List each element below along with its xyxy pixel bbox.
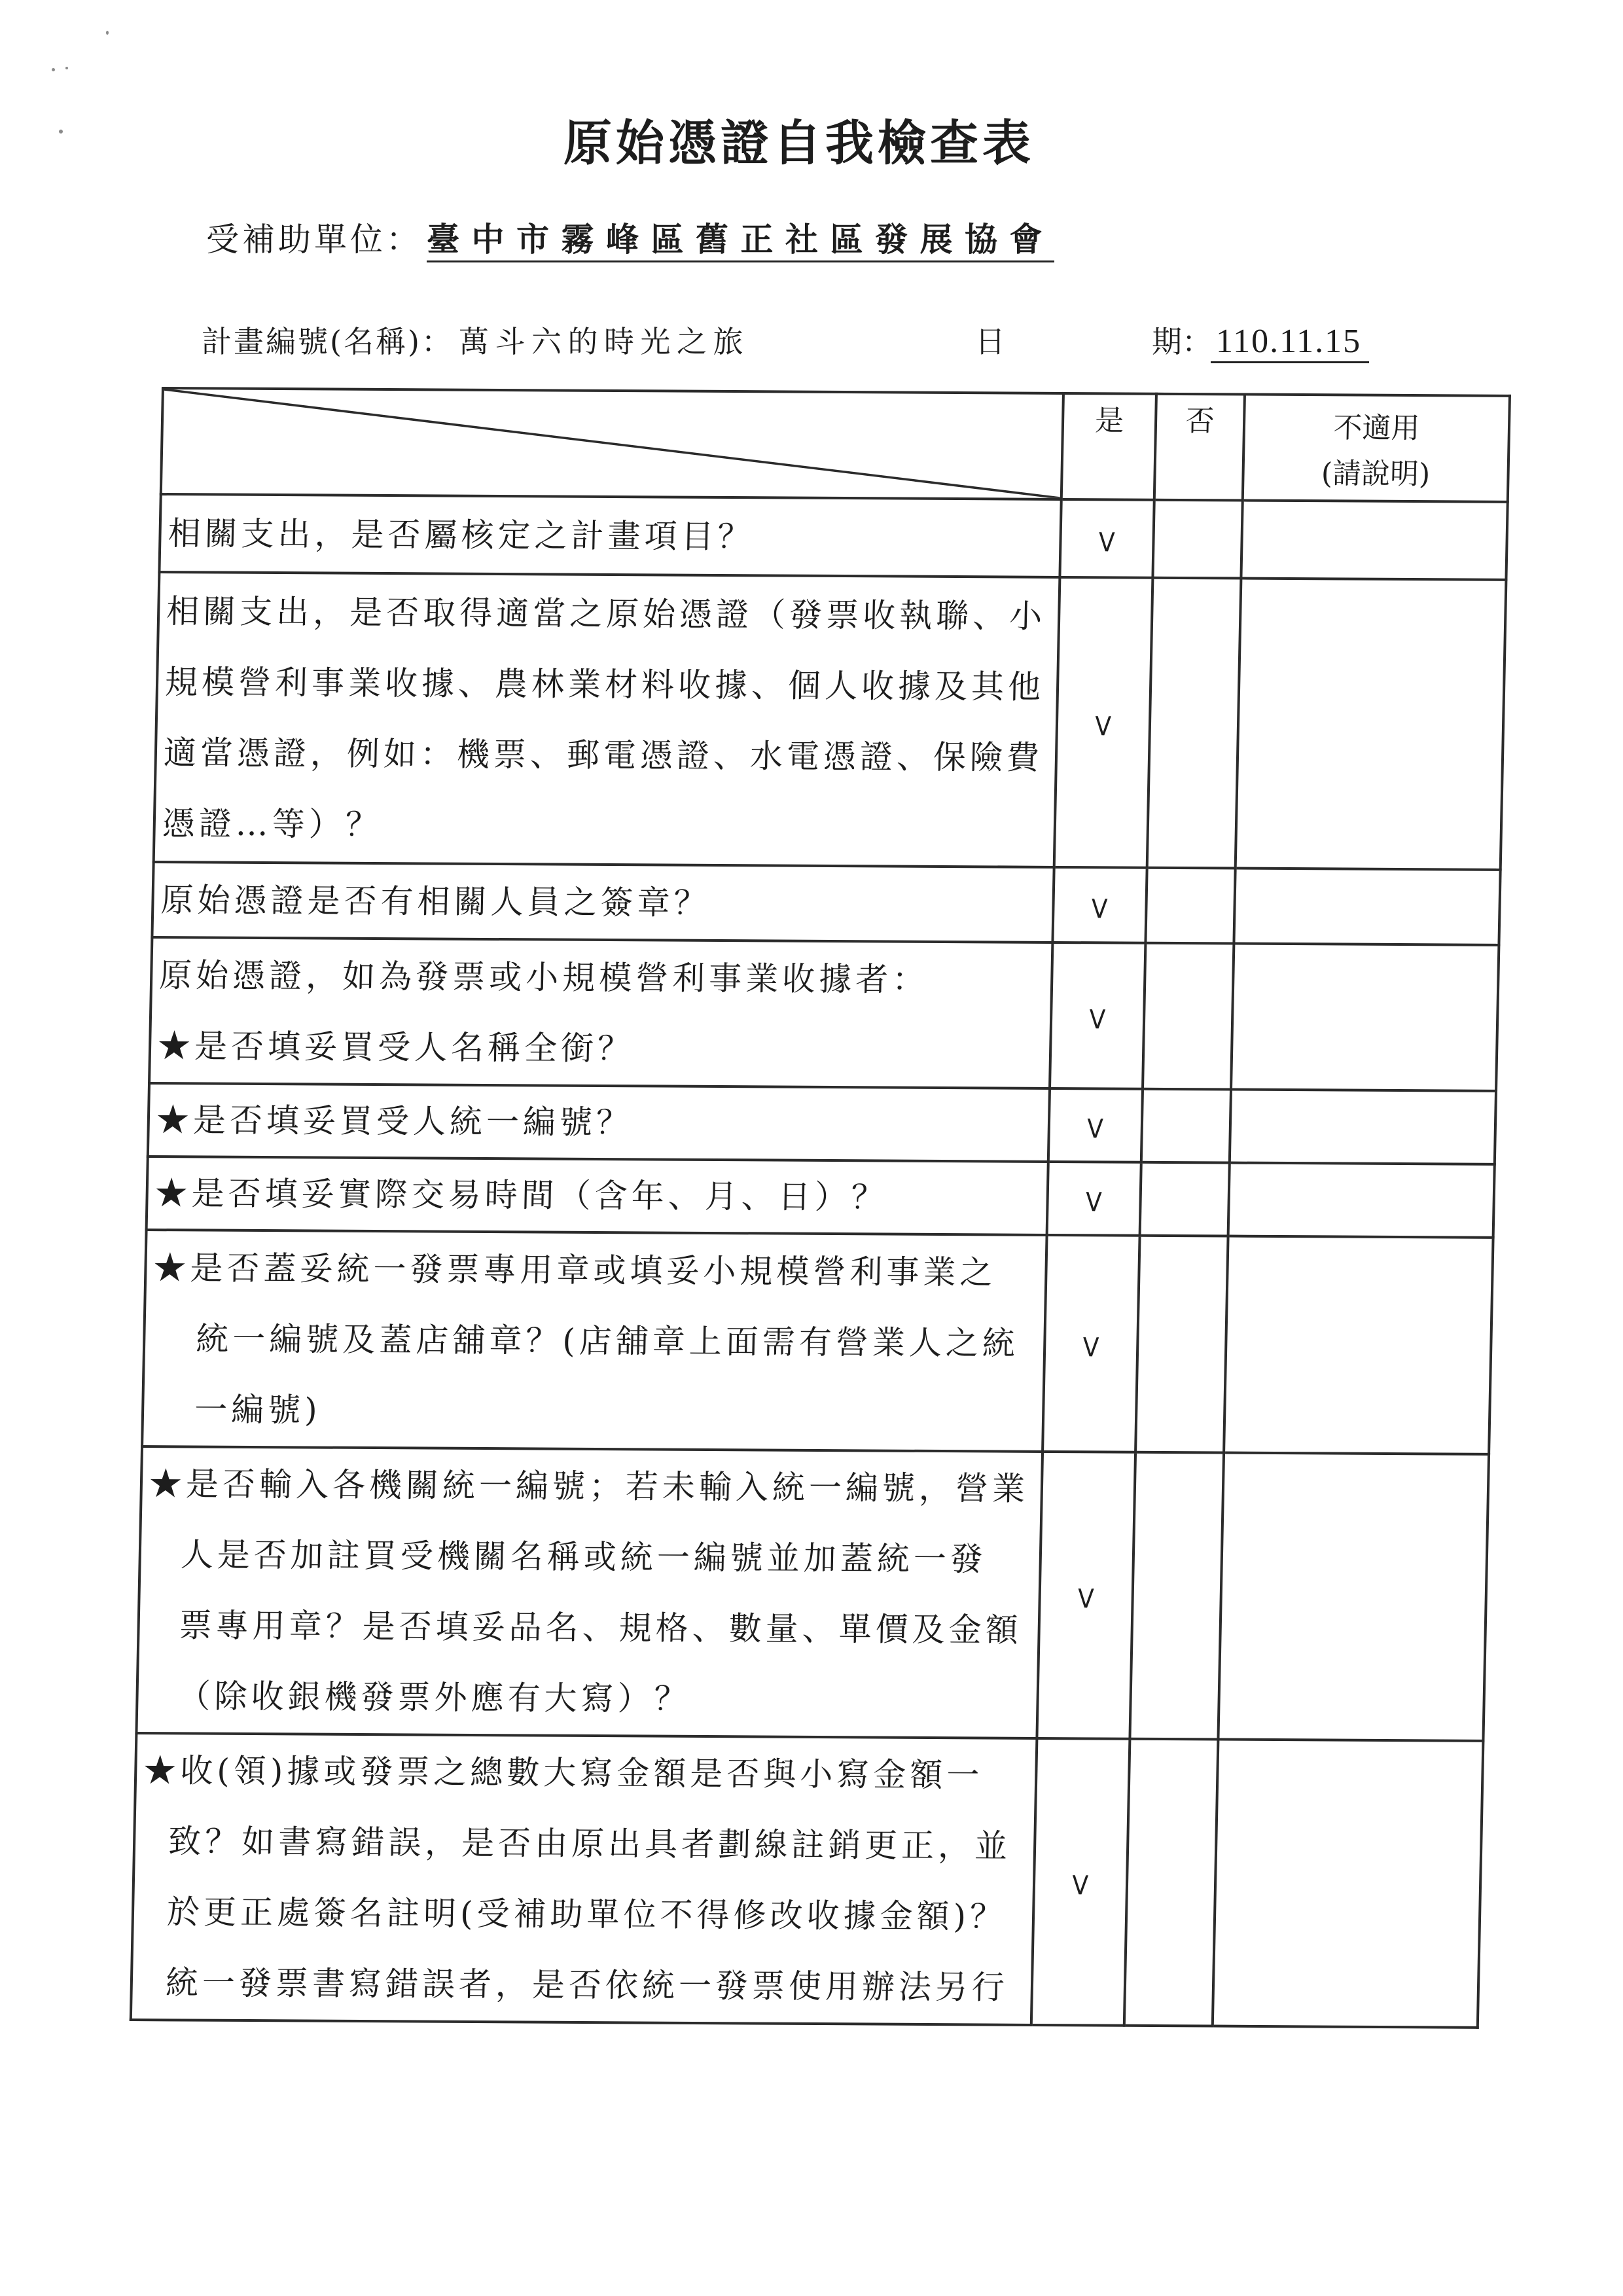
yes-check-mark: V [1077,1584,1095,1615]
project-label: 計畫編號(名稱)： [202,324,454,359]
question-line: 原始憑證，如為發票或小規模營利事業收據者： [158,956,929,999]
checklist-row [152,862,1500,945]
checklist-table [130,387,1508,2029]
project-name: 萬斗六的時光之旅 [459,324,749,359]
checklist-row [154,572,1507,870]
not-applicable-cell [1230,1090,1496,1164]
question-line: 致？如書寫錯誤，是否由原出具者劃線註銷更正，並 [168,1822,1012,1865]
question-line: 原始憑證是否有相關人員之簽章？ [160,880,711,922]
question-line: 於更正處簽名註明(受補助單位不得修改收據金額)？ [166,1893,1007,1936]
no-cell [1141,1089,1231,1163]
not-applicable-cell [1234,869,1500,945]
question-line: ★是否填妥買受人統一編號？ [156,1101,633,1142]
question-line: ★收(領)據或發票之總數大寫金額是否與小寫金額一 [143,1751,984,1795]
scan-speck [52,68,55,71]
header-diagonal-cell [161,388,1063,499]
not-applicable-cell [1241,501,1507,580]
no-cell [1147,578,1241,869]
column-header-note: (請說明) [1321,457,1431,492]
checklist-row [148,1083,1496,1164]
no-cell [1135,1236,1228,1453]
yes-check-mark: V [1087,1114,1104,1145]
no-cell [1130,1452,1224,1740]
yes-check-mark: V [1085,1187,1103,1218]
yes-check-mark: V [1082,1332,1099,1363]
not-applicable-cell [1218,1453,1489,1741]
not-applicable-cell [1231,944,1499,1091]
date-value: 110.11.15 [1211,323,1369,363]
question-cell [149,937,1052,1088]
column-header-yes: 是 [1061,393,1156,500]
question-cell [131,1733,1037,2025]
date-label-suffix: 期： [1152,324,1212,359]
not-applicable-cell [1228,1163,1495,1238]
yes-check-mark: V [1072,1871,1089,1901]
header-row [161,388,1510,502]
question-line: 票專用章？是否填妥品名、規格、數量、單價及金額 [179,1606,1023,1649]
grantee-unit-label: 受補助單位： [206,221,422,259]
yes-cell [1037,1452,1135,1739]
question-line: 人是否加註買受機關名稱或統一編號並加蓋統一發 [180,1535,988,1579]
question-line: 適當憑證，例如：機票、郵電憑證、水電憑證、保險費 [163,733,1044,777]
yes-cell [1043,1235,1140,1452]
yes-cell [1052,867,1147,943]
question-line: ★是否填妥實際交易時間（含年、月、日）？ [154,1174,889,1217]
question-cell [147,1157,1048,1235]
question-line: ★是否蓋妥統一發票專用章或填妥小規模營利事業之 [152,1248,997,1291]
checklist-row [149,937,1499,1091]
scan-speck [59,130,63,134]
diagonal-line [162,389,1062,498]
no-cell [1124,1739,1219,2026]
document-title: 原始憑證自我檢查表 [563,115,1035,171]
not-applicable-cell [1236,579,1507,870]
question-line: ★是否填妥買受人名稱全銜？ [157,1026,635,1067]
no-cell [1140,1162,1230,1236]
question-line: ★是否輸入各機關統一編號；若未輸入統一編號，營業 [149,1465,1029,1508]
question-line: 規模營利事業收據、農林業材料收據、個人收據及其他 [164,662,1045,706]
yes-check-mark: V [1089,1004,1106,1035]
question-cell [159,494,1061,577]
column-header-no: 否 [1154,394,1245,501]
question-cell [142,1230,1047,1452]
yes-cell [1048,1088,1143,1162]
yes-check-mark: V [1098,527,1116,558]
yes-cell [1050,942,1145,1089]
column-header-not-applicable: 不適用 [1332,411,1420,446]
question-line: 憑證…等）？ [162,804,383,844]
no-cell [1145,868,1235,944]
grantee-unit-value: 臺中市霧峰區舊正社區發展協會 [427,220,1054,262]
date-label: 日 [975,324,1005,359]
yes-cell [1031,1738,1130,2026]
yes-cell [1054,577,1153,868]
yes-check-mark: V [1091,893,1109,924]
question-line: 統一發票書寫錯誤者，是否依統一發票使用辦法另行 [165,1964,1009,2007]
no-cell [1152,500,1242,579]
question-line: 相關支出，是否取得適當之原始憑證（發票收執聯、小 [166,592,1046,636]
question-cell [136,1446,1043,1738]
not-applicable-cell [1213,1740,1484,2028]
checklist-row [142,1230,1493,1454]
checklist-row [147,1157,1495,1238]
question-line: 相關支出，是否屬核定之計畫項目？ [168,514,755,556]
question-line: 統一編號及蓋店舖章？(店舖章上面需有營業人之統 [195,1319,1020,1363]
yes-check-mark: V [1095,711,1112,742]
yes-cell [1047,1162,1141,1236]
question-line: 一編號) [194,1390,322,1429]
scan-speck [106,31,109,35]
question-cell [154,572,1060,867]
checklist-row [136,1446,1489,1741]
yes-cell [1060,499,1154,578]
question-cell [152,862,1054,942]
question-line: （除收銀機發票外應有大寫）？ [177,1677,692,1718]
checklist-row [159,494,1507,580]
not-applicable-cell [1224,1236,1493,1454]
checklist-row [131,1733,1484,2028]
question-cell [148,1083,1050,1162]
scan-speck [65,67,68,69]
column-header-not-applicable-cell [1243,395,1510,502]
no-cell [1143,943,1234,1090]
